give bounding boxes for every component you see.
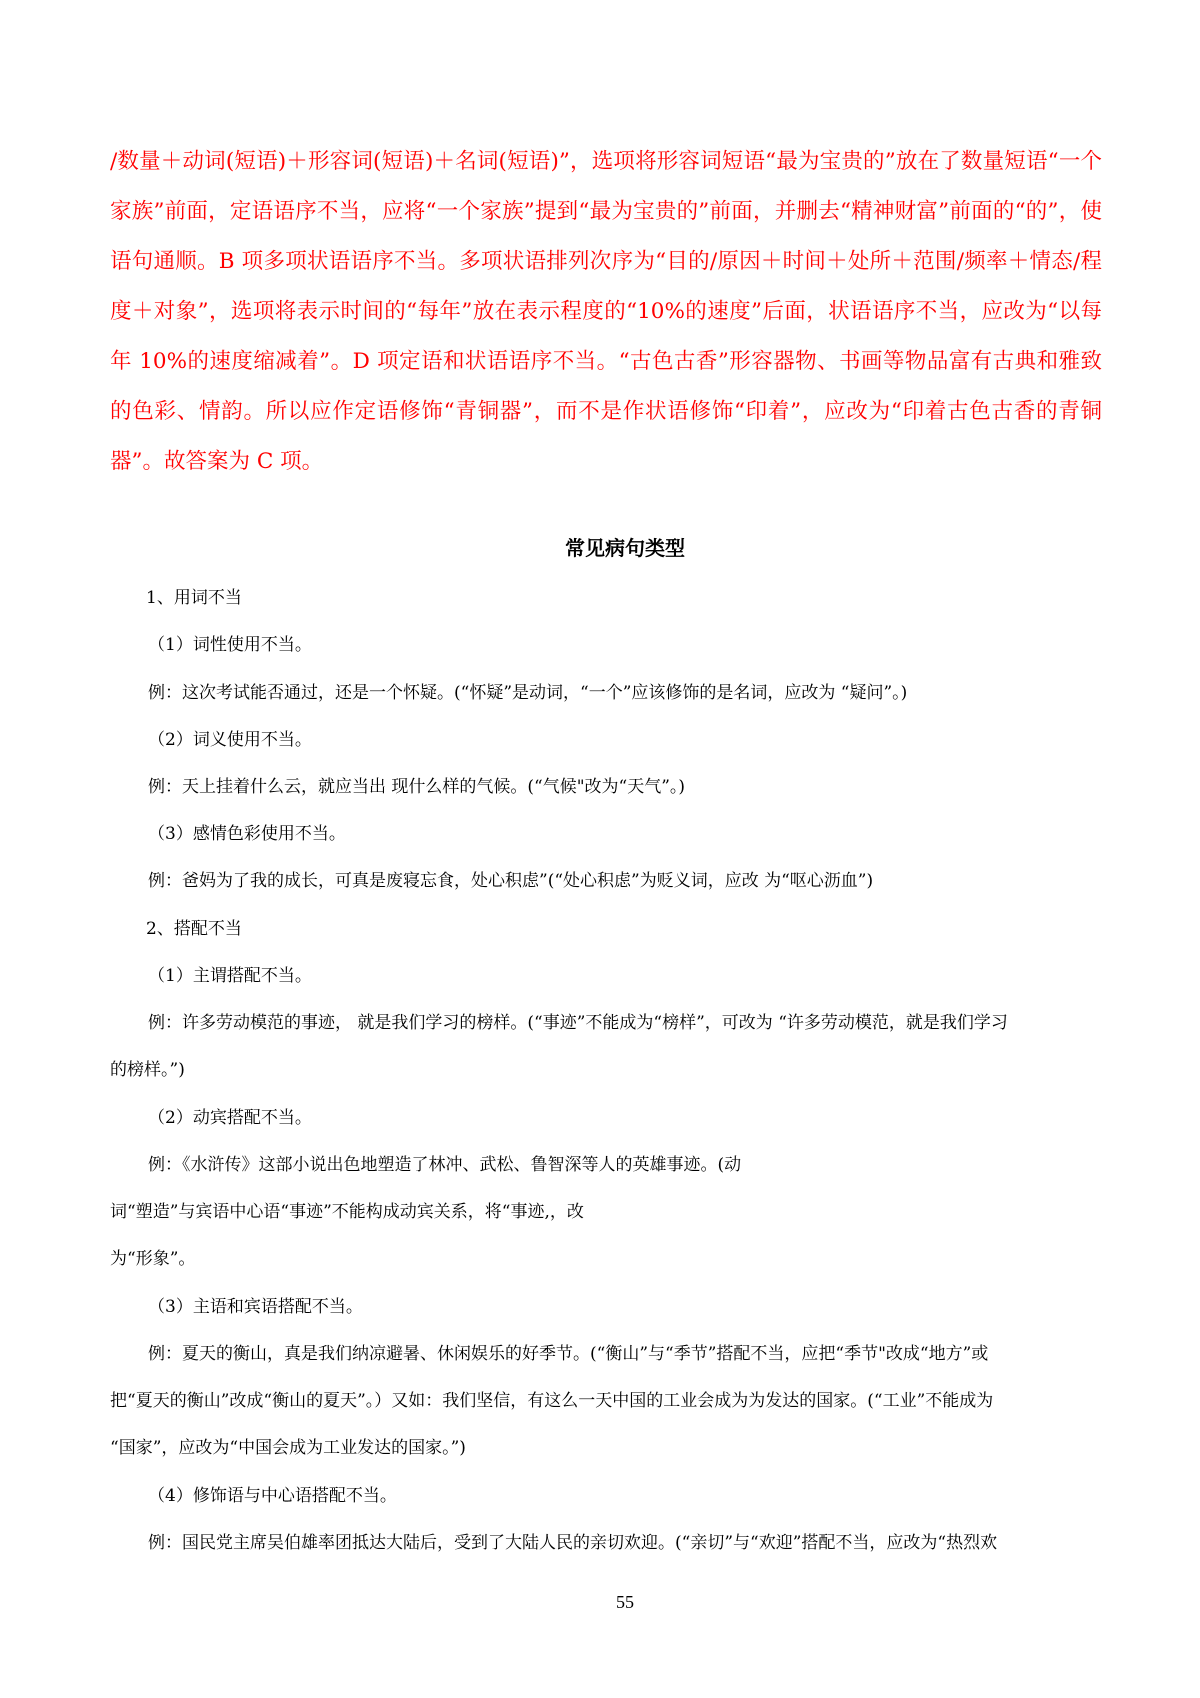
heading-1: 1、用词不当 [146, 588, 242, 608]
example-line-continued: “国家”，应改为“中国会成为工业发达的国家。”) [110, 1438, 466, 1458]
example-line: 例：爸妈为了我的成长，可真是废寝忘食，处心积虑”(“处心积虑”为贬义词，应改 为“呕心沥血”) [148, 871, 874, 891]
example-line: 例：这次考试能否通过，还是一个怀疑。(“怀疑”是动词，“一个”应该修饰的是名词，应改为 “疑问”。) [148, 683, 908, 703]
example-line: 例：《水浒传》这部小说出色地塑造了林冲、武松、鲁智深等人的英雄事迹。(动 [148, 1155, 742, 1175]
subheading-1-3: （3）感情色彩使用不当。 [148, 824, 346, 844]
section-title: 常见病句类型 [565, 536, 685, 560]
answer-explanation-paragraph [110, 137, 1102, 487]
example-line-continued: 的榜样。”) [110, 1060, 185, 1080]
subheading-1-2: （2）词义使用不当。 [148, 730, 312, 750]
example-line-continued: 把“夏天的衡山”改成“衡山的夏天”。）又如：我们坚信，有这么一天中国的工业会成为为发达的国家。(“工业”不能成为 [110, 1391, 994, 1411]
subheading-2-1: （1）主谓搭配不当。 [148, 966, 312, 986]
red-paragraph-text: /数量＋动词(短语)＋形容词(短语)＋名词(短语)”，选项将形容词短语“最为宝贵的”放在了数量短语“一个家族”前面，定语语序不当，应将“一个家族”提到“最为宝贵的”前面，并删去“精神财富”前面的“的”，使语句通顺。B 项多项状语语序不当。多项状语排列次序为“目的/原因＋时间＋处所＋范围/频率＋情态/程度＋对象”，选项将表示时间的“每年”放在表示程度的“10%的速度”后面，状语语序不当，应改为“以每年 10%的速度缩减着”。D 项定语和状语语序不当。“古色古香”形容器物、书画等物品富有古典和雅致的色彩、情韵。所以应作定语修饰“青铜器”，而不是作状语修饰“印着”，应改为“印着古色古香的青铜器”。故答案为 C 项。 [110, 149, 1102, 474]
example-line: 例：天上挂着什么云，就应当出 现什么样的气候。(“气候"改为“天气”。) [148, 777, 686, 797]
example-line: 例：许多劳动模范的事迹， 就是我们学习的榜样。(“事迹”不能成为“榜样”，可改为 “许多劳动模范，就是我们学习 [148, 1013, 1008, 1033]
subheading-2-2: （2）动宾搭配不当。 [148, 1108, 312, 1128]
subheading-2-4: （4）修饰语与中心语搭配不当。 [148, 1486, 397, 1506]
page-number: 55 [616, 1592, 634, 1612]
heading-2: 2、搭配不当 [146, 919, 242, 939]
example-line-continued: 词“塑造”与宾语中心语“事迹”不能构成动宾关系，将“事迹,，改 [110, 1202, 584, 1222]
example-line: 例：夏天的衡山，真是我们纳凉避暑、休闲娱乐的好季节。(“衡山”与“季节”搭配不当，应把“季节"改成“地方”或 [148, 1344, 989, 1364]
example-line: 例：国民党主席吴伯雄率团抵达大陆后，受到了大陆人民的亲切欢迎。(“亲切”与“欢迎”搭配不当，应改为“热烈欢 [148, 1533, 998, 1553]
subheading-2-3: （3）主语和宾语搭配不当。 [148, 1297, 363, 1317]
subheading-1-1: （1）词性使用不当。 [148, 635, 312, 655]
example-line-continued: 为“形象”。 [110, 1249, 196, 1269]
